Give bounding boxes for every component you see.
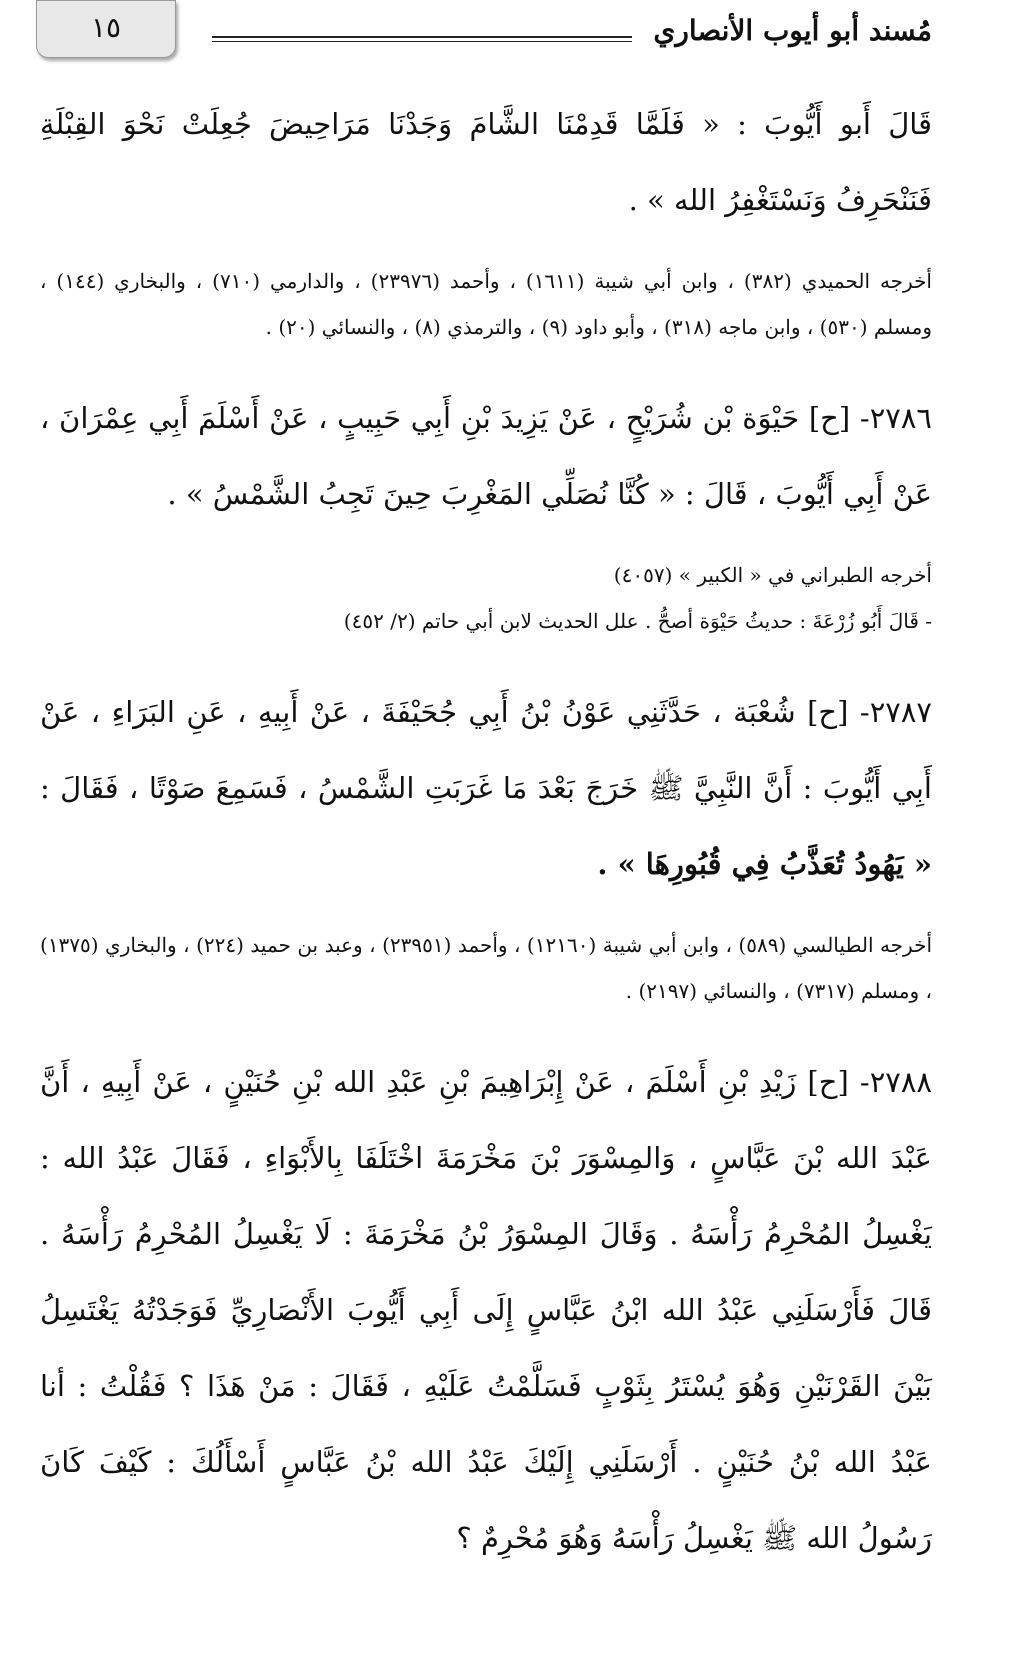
hadith-2788: [40, 1044, 932, 1576]
hadith-2787-text: [ح] شُعْبَة ، حَدَّثَنِي عَوْنُ بْنُ أَبِي جُحَيْفَةَ ، عَنْ أَبِيهِ ، عَنِ البَرَاءِ ، عَنْ أَبِي أَيُّوبَ : أَنَّ النَّبِيَّ ﷺ خَرَجَ بَعْدَ مَا غَرَبَتِ الشَّمْسُ ، فَسَمِعَ صَوْتًا ، فَقَالَ :: [40, 695, 932, 805]
page-number-tab: ١٥: [36, 0, 176, 58]
hadith-2787: [40, 674, 932, 902]
hadith-number: ٢٧٨٧-: [859, 695, 933, 729]
hadith-2786-takhrij: أخرجه الطبراني في « الكبير » (٤٠٥٧): [613, 563, 932, 587]
hadith-number: ٢٧٨٦-: [859, 401, 933, 435]
hadith-2787-takhrij: أخرجه الطيالسي (٥٨٩) ، وابن أبي شيبة (١٢١٦٠) ، وأحمد (٢٣٩٥١) ، وعبد بن حميد (٢٢٤) ، والبخاري (١٣٧٥) ، ومسلم (٧٣١٧) ، والنسائي (٢١٩٧) .: [40, 933, 933, 1003]
hadith-2788-text: [ح] زَيْدِ بْنِ أَسْلَمَ ، عَنْ إِبْرَاهِيمَ بْنِ عَبْدِ الله بْنِ حُنَيْنٍ ، عَنْ أَبِيهِ ، أَنَّ عَبْدَ الله بْنَ عَبَّاسٍ ، وَالمِسْوَرَ بْنَ مَخْرَمَةَ اخْتَلَفَا بِالأَبْوَاءِ ، فَقَالَ عَبْدُ الله : يَغْسِلُ المُحْرِمُ رَأْسَهُ . وَقَالَ المِسْوَرُ بْنُ مَخْرَمَةَ : لَا يَغْسِلُ المُحْرِمُ رَأْسَهُ . قَالَ فَأَرْسَلَنِي عَبْدُ الله ابْنُ عَبَّاسٍ إِلَى أَبِي أَيُّوبَ الأَنْصَارِيِّ فَوَجَدْتُهُ يَغْتَسِلُ بَيْنَ القَرْنَيْنِ وَهُوَ يُسْتَرُ بِثَوْبٍ فَسَلَّمْتُ عَلَيْهِ ، فَقَالَ : مَنْ هَذَا ؟ فَقُلْتُ : أنا عَبْدُ الله بْنُ حُنَيْنٍ . أَرْسَلَنِي إِلَيْكَ عَبْدُ الله بْنُ عَبَّاسٍ أَسْأَلُكَ : كَيْفَ كَانَ رَسُولُ الله ﷺ يَغْسِلُ رَأْسَهُ وَهُوَ مُحْرِمٌ ؟: [40, 1065, 932, 1555]
hadith-number: ٢٧٨٨-: [859, 1065, 932, 1099]
hadith-2785-text: قَالَ أَبو أَيُّوبَ : « فَلَمَّا قَدِمْنَا الشَّامَ وَجَدْنَا مَرَاحِيضَ جُعِلَتْ نَحْوَ القِبْلَةِ فَنَنْحَرِفُ وَنَسْتَغْفِرُ الله » .: [40, 107, 932, 217]
header-rule: [212, 36, 632, 38]
page-header: [36, 0, 932, 64]
page-content: [40, 86, 932, 1576]
hadith-2786-note: - قَالَ أَبُو زُرْعَةَ : حديثُ حَيْوَة أصحُّ . علل الحديث لابن أبي حاتم (٢/ ٤٥٢): [343, 609, 932, 633]
hadith-2786: [40, 380, 932, 532]
running-title: مُسند أبو أيوب الأنصاري: [653, 14, 932, 47]
hadith-2786-text: [ح] حَيْوَة بْن شُرَيْحٍ ، عَنْ يَزِيدَ بْنِ أَبِي حَبِيبٍ ، عَنْ أَسْلَمَ أَبِي عِمْرَانَ ، عَنْ أَبِي أَيُّوبَ ، قَالَ : « كُنَّا نُصَلِّي المَغْرِبَ حِينَ تَجِبُ الشَّمْسُ » .: [40, 401, 932, 511]
header-rule-thin: [212, 41, 632, 42]
hadith-2785-takhrij: أخرجه الحميدي (٣٨٢) ، وابن أبي شيبة (١٦١١) ، وأحمد (٢٣٩٧٦) ، والدارمي (٧١٠) ، والبخاري (١٤٤) ، ومسلم (٥٣٠) ، وابن ماجه (٣١٨) ، وأبو داود (٩) ، والترمذي (٨) ، والنسائي (٢٠) .: [40, 269, 932, 339]
hadith-2787-quote: « يَهُودُ تُعَذَّبُ فِي قُبُورِهَا » .: [597, 847, 932, 881]
